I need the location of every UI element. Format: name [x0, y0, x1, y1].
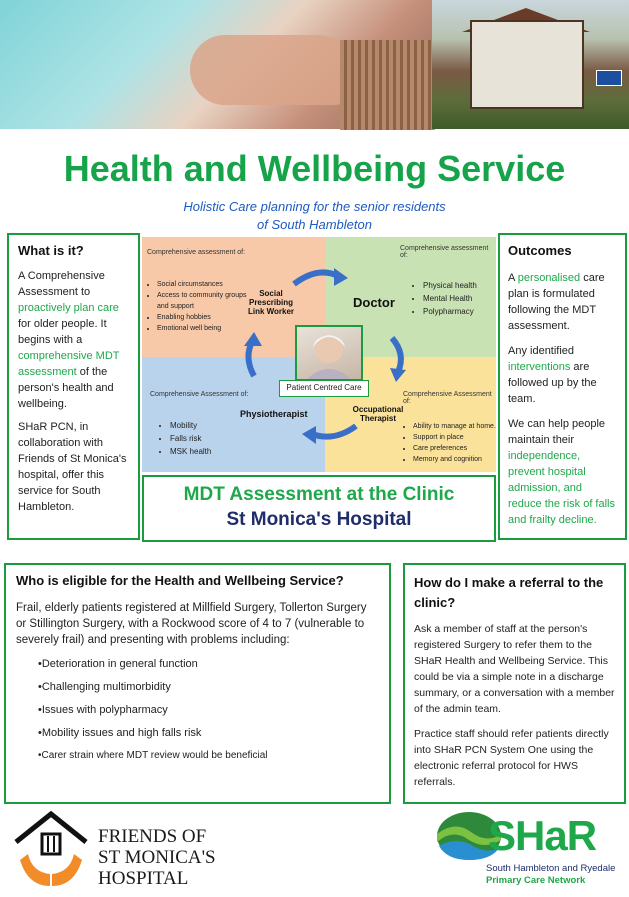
- shar-logo-text: SHaR: [488, 812, 597, 859]
- list-item: •Carer strain where MDT review would be beneficial: [38, 750, 268, 761]
- outcomes-text-3: We can help people maintain their independence, prevent hospital admission, and reduce the risk of falls and frailty decline.: [508, 418, 615, 526]
- physio-item: • MSK health: [170, 445, 211, 458]
- friends-logo-text: [98, 826, 216, 889]
- patient-face-icon: [297, 327, 361, 379]
- eligibility-box: [4, 563, 391, 804]
- ot-item: • Care preferences: [413, 443, 496, 454]
- shar-subtitle: [486, 863, 615, 887]
- doctor-item: • Polypharmacy: [423, 305, 477, 318]
- physio-label: Comprehensive Assessment of:: [150, 391, 249, 398]
- what-is-it-heading: What is it?: [18, 243, 84, 258]
- nhs-sign: [596, 70, 622, 86]
- eligibility-heading: Who is eligible for the Health and Wellbeing Service?: [16, 573, 344, 588]
- friends-line-1: FRIENDS OF: [98, 826, 207, 847]
- shar-sub-line-1: South Hambleton and Ryedale: [486, 863, 616, 874]
- social-item: • Access to community groups and support: [157, 290, 257, 312]
- eligibility-intro: Frail, elderly patients registered at Millfield Surgery, Tollerton Surgery or Stillington Surgery, with a Rockwood score of 4 to 7 (vulnerable to severely frail) and presenting with problems including:: [16, 602, 367, 646]
- outcomes-heading: Outcomes: [508, 243, 572, 258]
- friends-line-2: ST MONICA'S: [98, 847, 216, 868]
- physio-item: • Falls risk: [170, 432, 211, 445]
- arrow-right-icon: [290, 262, 350, 292]
- doctor-item: • Physical health: [423, 279, 477, 292]
- hands-image: [190, 35, 360, 105]
- list-item: •Mobility issues and high falls risk: [38, 727, 202, 739]
- eligibility-list: [16, 658, 379, 761]
- clinic-location: St Monica's Hospital: [226, 509, 412, 530]
- what-is-it-box: [7, 233, 140, 540]
- ot-label: Comprehensive Assessment of:: [403, 391, 492, 405]
- hospital-building: [470, 20, 584, 109]
- list-item: •Issues with polypharmacy: [38, 704, 168, 716]
- subtitle-line-1: Holistic Care planning for the senior residents: [183, 199, 446, 214]
- outcomes-text-1: A personalised care plan is formulated following the MDT assessment.: [508, 272, 605, 332]
- page-subtitle: [0, 198, 629, 234]
- ot-list: [403, 421, 496, 465]
- sleeve-image: [340, 40, 435, 130]
- social-item: • Social circumstances: [157, 279, 257, 290]
- doctor-role: Doctor: [353, 295, 395, 310]
- physio-list: [160, 419, 211, 458]
- ot-item: • Support in place: [413, 432, 496, 443]
- arrow-down-icon: [384, 334, 414, 384]
- subtitle-line-2: of South Hambleton: [257, 217, 372, 232]
- ot-item: • Ability to manage at home.: [413, 421, 496, 432]
- what-is-it-partnership: SHaR PCN, in collaboration with Friends of St Monica's hospital, offer this service for South Hambleton.: [18, 421, 127, 513]
- shar-sub-line-2: Primary Care Network: [486, 875, 586, 886]
- friends-house-icon: [10, 808, 92, 890]
- friends-line-3: HOSPITAL: [98, 868, 189, 889]
- social-item: • Enabling hobbies: [157, 312, 257, 323]
- social-role: Social Prescribing Link Worker: [247, 289, 295, 316]
- social-list: [147, 279, 257, 334]
- referral-box: [403, 563, 626, 804]
- patient-photo: [295, 325, 363, 381]
- what-is-it-text: A Comprehensive Assessment to proactively plan care for older people. It begins with a comprehensive MDT assessment of the person's health and wellbeing.: [18, 270, 120, 410]
- social-item: • Emotional well being: [157, 323, 257, 334]
- physio-role: Physiotherapist: [240, 409, 308, 419]
- outcomes-box: [498, 233, 627, 540]
- physio-item: • Mobility: [170, 419, 211, 432]
- ot-item: • Memory and cognition: [413, 454, 496, 465]
- referral-heading: How do I make a referral to the clinic?: [414, 575, 604, 610]
- referral-text-2: Practice staff should refer patients directly into SHaR PCN System One using the electronic referral protocol for HWS referrals.: [414, 728, 609, 788]
- doctor-label: Comprehensive assessment of:: [400, 245, 489, 259]
- social-label: Comprehensive assessment of:: [147, 249, 246, 256]
- clinic-box: [142, 475, 496, 542]
- list-item: •Deterioration in general function: [38, 658, 198, 670]
- page-title: Health and Wellbeing Service: [63, 148, 566, 189]
- clinic-title: MDT Assessment at the Clinic: [183, 484, 455, 505]
- list-item: •Challenging multimorbidity: [38, 681, 171, 693]
- doctor-item: • Mental Health: [423, 292, 477, 305]
- arrow-left-icon: [300, 418, 360, 448]
- ot-role: Occupational Therapist: [352, 405, 404, 423]
- doctor-list: [413, 279, 477, 318]
- referral-text-1: Ask a member of staff at the person's registered Surgery to refer them to the SHaR Health and Wellbeing Service. This could be via a simple note in a discharge summary, or a conversation with a member of the admin team.: [414, 623, 615, 715]
- outcomes-text-2: Any identified interventions are followed up by the team.: [508, 345, 597, 405]
- arrow-up-icon: [238, 330, 268, 380]
- patient-centred-label: Patient Centred Care: [279, 380, 369, 397]
